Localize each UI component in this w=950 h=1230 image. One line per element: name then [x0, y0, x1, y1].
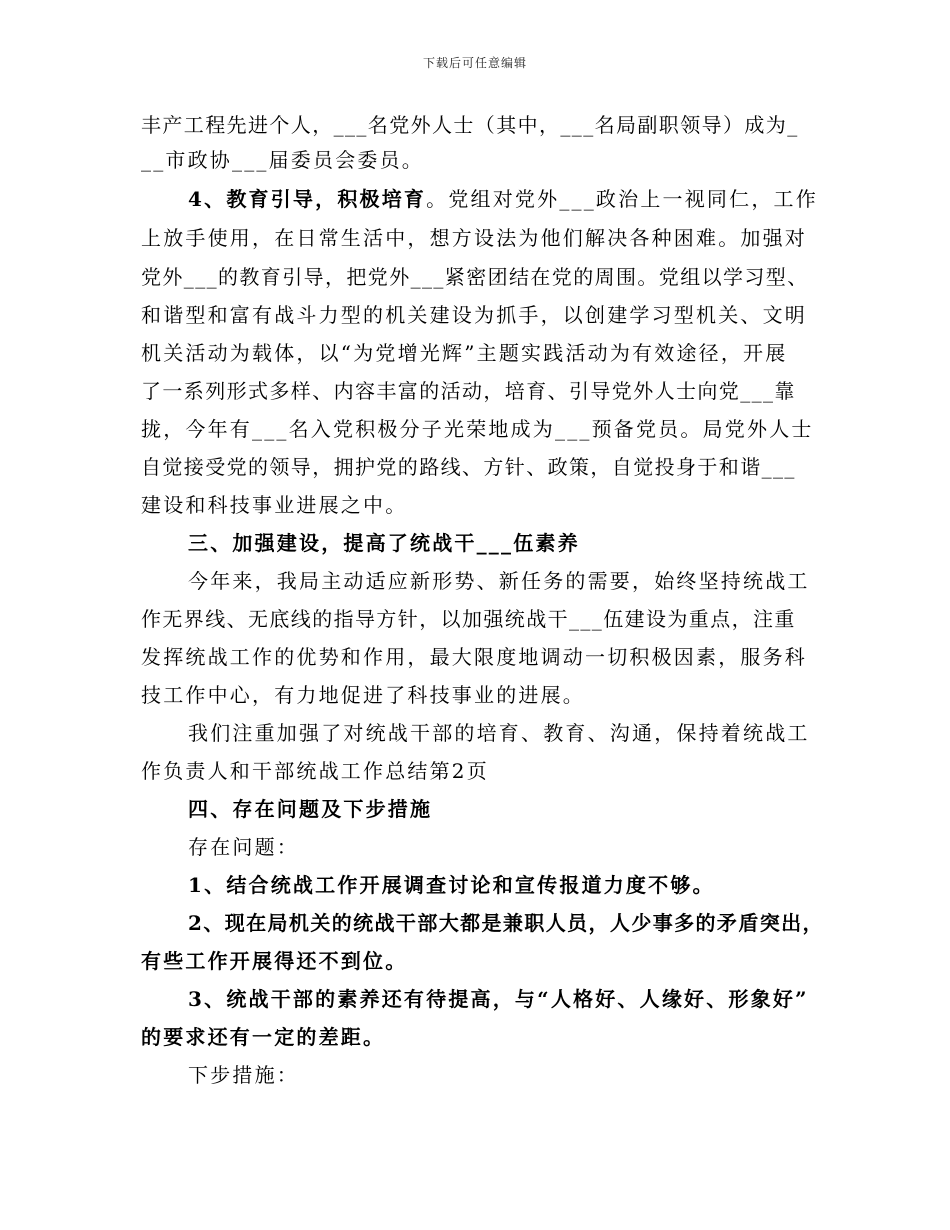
problem-item: 2、现在局机关的统战干部大都是兼职人员，人少事多的矛盾突出， [188, 911, 824, 935]
text-line: 和谐型和富有战斗力型的机关建设为抓手，以创建学习型机关、文明 [141, 303, 807, 327]
problem-item: 1、结合统战工作开展调查讨论和宣传报道力度不够。 [188, 873, 715, 897]
problem-item: 的要求还有一定的差距。 [141, 1025, 386, 1049]
text-line: 我们注重加强了对统战干部的培育、教育、沟通，保持着统战工 [188, 721, 810, 745]
text-line: 作无界线、无底线的指导方针，以加强统战干___伍建设为重点，注重 [141, 607, 796, 631]
text-line: 党外___的教育引导，把党外___紧密团结在党的周围。党组以学习型、 [141, 265, 809, 289]
text-line: 丰产工程先进个人，___名党外人士（其中，___名局副职领导）成为_ [141, 113, 799, 137]
section-heading: 三、加强建设，提高了统战干___伍素养 [188, 531, 580, 555]
problem-item: 3、统战干部的素养还有待提高，与“人格好、人缘好、形象好” [188, 987, 809, 1011]
page-header: 下载后可任意编辑 [422, 56, 527, 70]
text-line: 了一系列形式多样、内容丰富的活动，培育、引导党外人士向党___靠 [141, 379, 796, 403]
bold-lead: 4、教育引导，积极培育 [188, 187, 427, 211]
text-line: 发挥统战工作的优势和作用，最大限度地调动一切积极因素，服务科 [141, 645, 807, 669]
text-line: 建设和科技事业进展之中。 [141, 493, 408, 517]
text-line: 今年来，我局主动适应新形势、新任务的需要，始终坚持统战工 [188, 569, 810, 593]
text-line: 技工作中心，有力地促进了科技事业的进展。 [141, 683, 585, 707]
text-line: __市政协___届委员会委员。 [141, 148, 424, 172]
text-line: 上放手使用，在日常生活中，想方设法为他们解决各种困难。加强对 [141, 226, 807, 250]
problem-item: 有些工作开展得还不到位。 [141, 949, 408, 973]
text-line: 存在问题： [188, 835, 299, 859]
text-line: 拢，今年有___名入党积极分子光荣地成为___预备党员。局党外人士 [141, 417, 814, 441]
text-line: 作负责人和干部统战工作总结第2页 [141, 759, 489, 783]
text-line: 下步措施： [188, 1063, 299, 1087]
text-line: 机关活动为载体，以“为党增光辉”主题实践活动为有效途径，开展 [141, 341, 788, 365]
text-line [188, 182, 821, 216]
text-line: 自觉接受党的领导，拥护党的路线、方针、政策，自觉投身于和谐___ [141, 455, 796, 479]
text-line-rest: 。党组对党外___政治上一视同仁，工作 [426, 187, 818, 211]
section-heading: 四、存在问题及下步措施 [188, 797, 433, 821]
